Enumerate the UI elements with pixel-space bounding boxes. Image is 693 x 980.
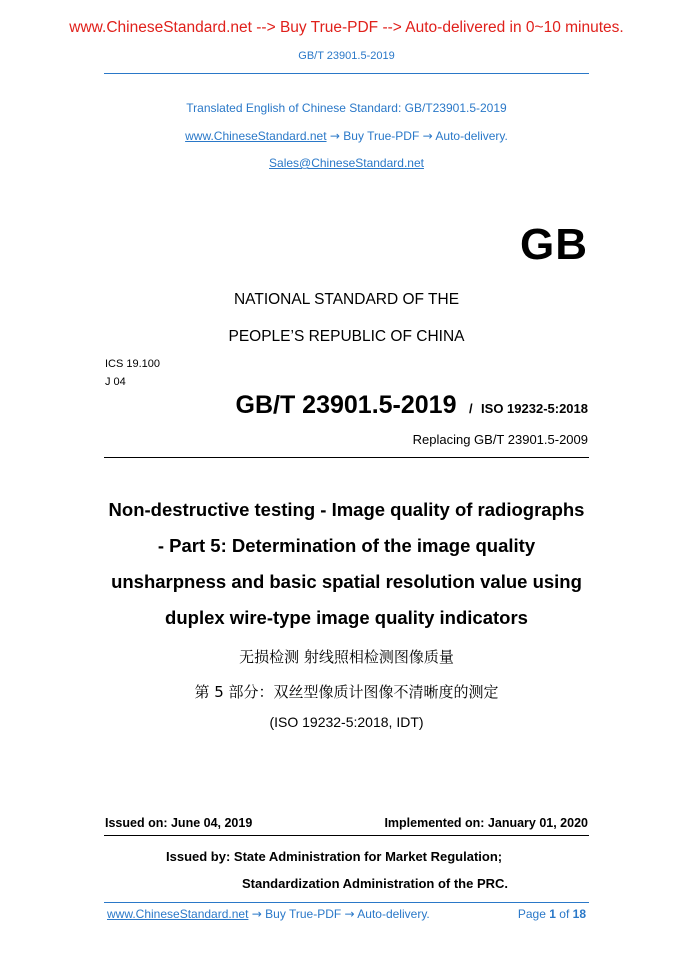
issued-by-line2: Standardization Administration of the PRC. [242, 876, 509, 891]
page-number: 1 [549, 907, 556, 921]
number-separator: / [468, 401, 473, 416]
title-divider [104, 457, 589, 458]
title-en-line2: - Part 5: Determination of the image quality [157, 535, 536, 556]
header-standard-code: GB/T 23901.5-2019 [298, 50, 395, 62]
footer-divider [104, 902, 589, 903]
gb-logo: GB [520, 220, 588, 269]
footer-links [107, 907, 430, 921]
iso-number: ISO 19232-5:2018 [481, 401, 588, 416]
arrow-right-icon: → [329, 129, 340, 143]
arrow-right-icon: → [422, 129, 433, 143]
header-divider [104, 73, 589, 74]
page-total: 18 [572, 907, 586, 921]
sales-email-line [0, 156, 693, 170]
arrow-right-icon: → [344, 907, 355, 921]
gbt-number: GB/T 23901.5-2019 [235, 391, 457, 419]
footer-delivery-text: Auto-delivery. [357, 907, 430, 921]
dates-divider [104, 835, 589, 836]
standard-number [236, 391, 588, 420]
footer-buy-text: Buy True-PDF [265, 907, 342, 921]
sales-email-link[interactable]: Sales@ChineseStandard.net [269, 156, 424, 170]
title-en-line3: unsharpness and basic spatial resolution value using [111, 571, 582, 592]
national-standard-line1: NATIONAL STANDARD OF THE [233, 291, 460, 308]
page-indicator [518, 907, 586, 921]
title-en-line4: duplex wire-type image quality indicators [165, 607, 528, 628]
arrow-right-icon: → [251, 907, 262, 921]
title-en-line1: Non-destructive testing - Image quality of radiographs [108, 499, 585, 520]
title-cn-line2: 第 5 部分：双丝型像质计图像不清晰度的测定 [194, 683, 499, 701]
of-label: of [559, 907, 570, 921]
site-link[interactable]: www.ChineseStandard.net [185, 129, 327, 143]
promo-banner[interactable]: www.ChineseStandard.net --> Buy True-PDF --> Auto-delivered in 0~10 minutes. [69, 19, 624, 36]
ics-code: ICS 19.100 [105, 358, 161, 370]
issued-by-line1: Issued by: State Administration for Market Regulation; [166, 849, 503, 864]
issued-on-date: Issued on: June 04, 2019 [105, 816, 253, 830]
implemented-on-date: Implemented on: January 01, 2020 [384, 816, 588, 830]
purchase-link-line [0, 129, 693, 143]
national-standard-line2: PEOPLE’S REPUBLIC OF CHINA [228, 328, 465, 345]
ccs-code: J 04 [105, 376, 126, 388]
idt-note: (ISO 19232-5:2018, IDT) [269, 714, 424, 730]
buy-true-pdf-text: Buy True-PDF [343, 129, 420, 143]
translation-note: Translated English of Chinese Standard: GB/T23901.5-2019 [186, 101, 507, 115]
title-cn-line1: 无损检测 射线照相检测图像质量 [239, 648, 454, 666]
replacing-note: Replacing GB/T 23901.5-2009 [412, 432, 588, 447]
page-label: Page [517, 907, 546, 921]
auto-delivery-text: Auto-delivery. [435, 129, 508, 143]
footer-site-link[interactable]: www.ChineseStandard.net [107, 907, 249, 921]
